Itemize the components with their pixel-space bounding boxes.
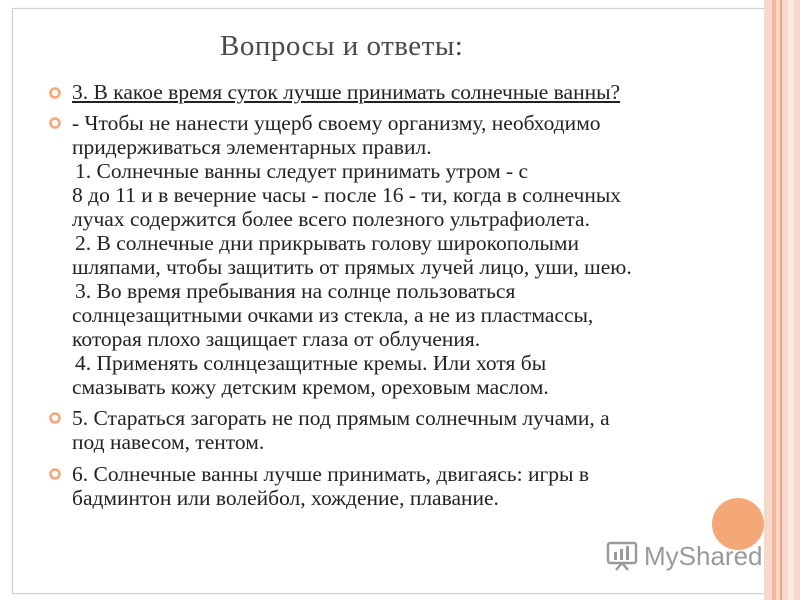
myshared-logo-icon [606, 541, 638, 571]
watermark-text: MyShared [644, 540, 763, 571]
answer-line: 8 до 11 и в вечерние часы - после 16 - ти, когда в солнечных [72, 183, 622, 207]
watermark-logo [606, 538, 763, 574]
answer-line: солнцезащитными очками из стекла, а не из пластмассы, [72, 303, 594, 327]
item-6-line: бадминтон или волейбол, хождение, плавание. [72, 486, 499, 510]
question-text: 3. В какое время суток лучше принимать солнечные ванны? [72, 80, 621, 104]
stripe-band [788, 0, 794, 600]
item-5-text [72, 406, 742, 454]
answer-line: которая плохо защищает глаза от облучения. [72, 327, 481, 351]
ring-bullet-icon [48, 467, 62, 481]
answer-line: - Чтобы не нанести ущерб своему организму, необходимо [72, 111, 601, 135]
answer-line: смазывать кожу детским кремом, ореховым маслом. [72, 375, 549, 399]
item-5-line: под навесом, тентом. [72, 430, 265, 454]
slide-title: Вопросы и ответы: [220, 30, 464, 62]
item-6-line: 6. Солнечные ванны лучше принимать, двигаясь: игры в [72, 462, 589, 486]
item-5-line: 5. Стараться загорать не под прямым солнечным лучами, а [72, 406, 610, 430]
answer-line: 4. Применять солнцезащитные кремы. Или хотя бы [75, 351, 547, 375]
answer-line: 1. Солнечные ванны следует принимать утром - с [75, 159, 529, 183]
ring-bullet-icon [48, 116, 62, 130]
answer-line: 2. В солнечные дни прикрывать голову широкополыми [75, 231, 580, 255]
decorative-side-stripe [764, 0, 800, 600]
answer-line: придерживаться элементарных правил. [72, 135, 432, 159]
answer-line: шляпами, чтобы защитить от прямых лучей лицо, уши, шею. [72, 255, 632, 279]
answer-text [72, 111, 742, 399]
stripe-band [772, 0, 776, 600]
answer-line: 3. Во время пребывания на солнце пользоваться [75, 279, 516, 303]
answer-line: лучах содержится более всего полезного ультрафиолета. [72, 207, 590, 231]
stripe-band [780, 0, 782, 600]
ring-bullet-icon [48, 411, 62, 425]
item-6-text [72, 462, 742, 510]
ring-bullet-icon [48, 86, 62, 100]
